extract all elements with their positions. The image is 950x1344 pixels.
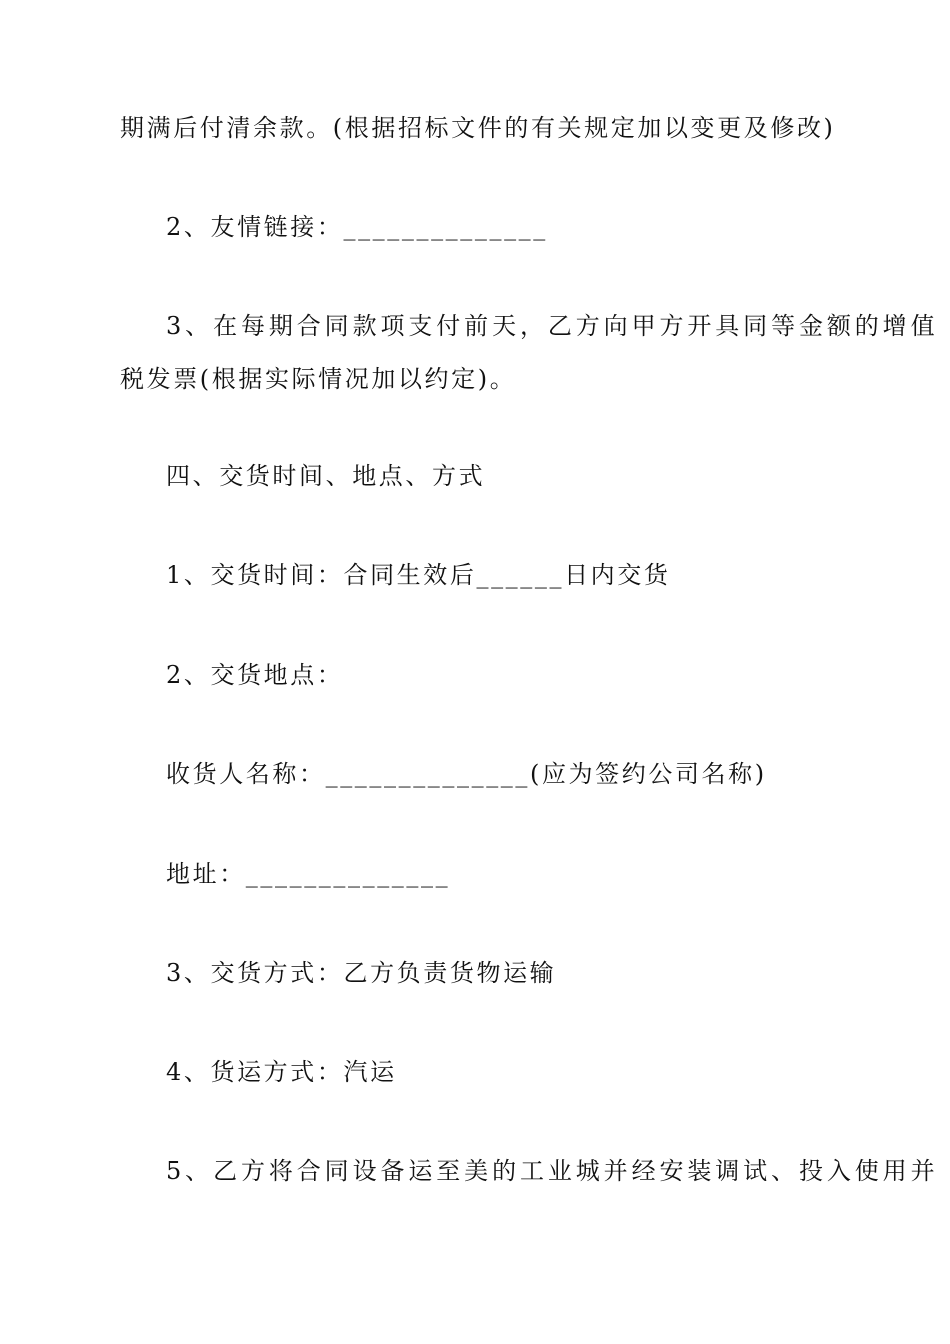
paragraph-friendly-link: 2、友情链接：______________ <box>166 213 548 241</box>
paragraph-address: 地址：______________ <box>166 860 451 888</box>
paragraph-line-continuation: 期满后付清余款。(根据招标文件的有关规定加以变更及修改) <box>120 114 836 142</box>
paragraph-delivery-time: 1、交货时间：合同生效后______日内交货 <box>166 561 671 589</box>
paragraph-invoice-line-2: 税发票(根据实际情况加以约定)。 <box>120 365 517 393</box>
paragraph-invoice-line-1: 3、在每期合同款项支付前天，乙方向甲方开具同等金额的增值 <box>166 312 939 340</box>
paragraph-installation: 5、乙方将合同设备运至美的工业城并经安装调试、投入使用并 <box>166 1157 939 1185</box>
paragraph-shipping-method: 4、货运方式：汽运 <box>166 1058 397 1086</box>
paragraph-consignee-name: 收货人名称：______________(应为签约公司名称) <box>166 760 767 788</box>
paragraph-delivery-method: 3、交货方式：乙方负责货物运输 <box>166 959 557 987</box>
paragraph-delivery-place: 2、交货地点： <box>166 661 344 689</box>
section-heading-delivery: 四、交货时间、地点、方式 <box>166 462 486 490</box>
